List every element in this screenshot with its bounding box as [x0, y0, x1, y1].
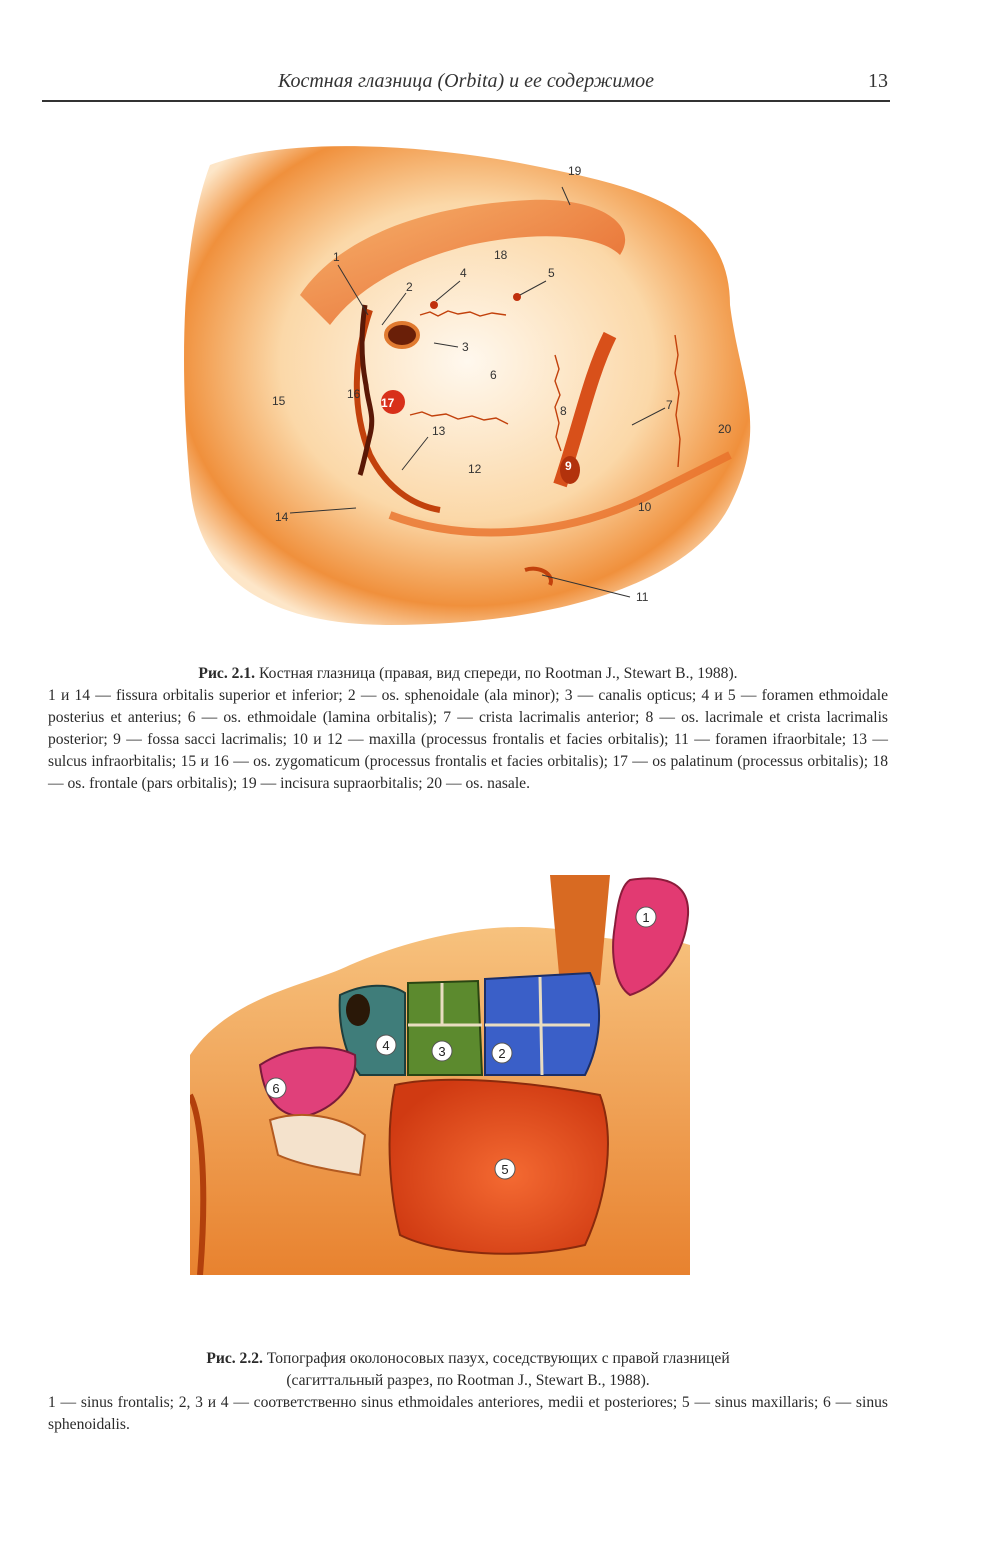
fig1-label-13: 13 [432, 424, 446, 438]
figure-orbit-illustration [170, 125, 790, 635]
fig2-marker-2 [492, 1043, 512, 1063]
fig1-label-7: 7 [666, 398, 673, 412]
figure2-caption-title-line2: (сагиттальный разрез, по Rootman J., Stewart B., 1988). [286, 1372, 650, 1389]
fig2-marker-4 [376, 1035, 396, 1055]
fig1-label-19: 19 [568, 164, 582, 178]
fig1-label-14: 14 [275, 510, 289, 524]
figure2-caption-body: 1 — sinus frontalis; 2, 3 и 4 — соответственно sinus ethmoidales anteriores, medii et posteriores; 5 — sinus maxillaris; 6 — sinus sphenoidalis. [48, 1394, 888, 1433]
fig2-label-2: 2 [498, 1046, 506, 1061]
fig1-label-4: 4 [460, 266, 467, 280]
orbit-drawing [170, 125, 790, 635]
figure-sinuses-illustration [190, 875, 710, 1275]
fig1-label-9: 9 [565, 459, 572, 473]
fig1-label-5: 5 [548, 266, 555, 280]
running-title: Костная глазница (Orbita) и ее содержимое [277, 70, 655, 92]
running-header [42, 62, 890, 102]
figure2-caption-prefix: Рис. 2.2. [206, 1350, 263, 1367]
fig1-label-15: 15 [272, 394, 286, 408]
fig1-label-12: 12 [468, 462, 482, 476]
figure2-caption-title-line1: Топография околоносовых пазух, соседствующих с правой глазницей [266, 1350, 730, 1367]
fig1-label-20: 20 [718, 422, 732, 436]
nasal-bone [550, 875, 610, 985]
sinuses-drawing [190, 875, 710, 1275]
fig2-label-1: 1 [642, 910, 650, 925]
fig1-label-10: 10 [638, 500, 652, 514]
fig2-marker-3 [432, 1041, 452, 1061]
fig1-label-1: 1 [333, 250, 340, 264]
fig1-label-17: 17 [381, 396, 395, 410]
figure1-caption-prefix: Рис. 2.1. [198, 665, 256, 682]
fig2-marker-5 [495, 1159, 515, 1179]
fig1-label-18: 18 [494, 248, 508, 262]
fig1-label-3: 3 [462, 340, 469, 354]
figure1-caption-body: 1 и 14 — fissura orbitalis superior et inferior; 2 — os. sphenoidale (ala minor); 3 — canalis opticus; 4 и 5 — foramen ethmoidale posterius et anterius; 6 — os. ethmoidale (lamina orbitalis); 7 — crista lacrimalis anterior; 8 — os. lacrimale et crista lacrimalis posterior; 9 — fossa sacci lacrimalis; 10 и 12 — maxilla (processus frontalis et facies orbitalis); 11 — foramen ifraorbitale; 13 — sulcus infraorbitalis; 15 и 16 — os. zygomaticum (processus frontalis et facies orbitalis); 17 — os palatinum (processus orbitalis); 18 — os. frontale (pars orbitalis); 19 — incisura supraorbitalis; 20 — os. nasale. [48, 687, 888, 792]
figure2-caption-title [48, 1348, 888, 1392]
figure1-caption-title-text: Костная глазница (правая, вид спереди, по Rootman J., Stewart B., 1988). [258, 665, 738, 682]
fig2-label-3: 3 [438, 1044, 446, 1059]
optic-canal [386, 323, 418, 347]
posterior-ethmoid-opening [346, 994, 370, 1026]
fig2-marker-6 [266, 1078, 286, 1098]
fig1-label-2: 2 [406, 280, 413, 294]
fig1-label-8: 8 [560, 404, 567, 418]
figure2-caption [48, 1348, 888, 1436]
fig2-label-6: 6 [272, 1081, 280, 1096]
fig2-label-5: 5 [501, 1162, 509, 1177]
foramen-ethmoidale-posterius [430, 301, 438, 309]
fig1-label-16: 16 [347, 387, 361, 401]
fig1-label-6: 6 [490, 368, 497, 382]
fig2-label-4: 4 [382, 1038, 390, 1053]
fig2-marker-1 [636, 907, 656, 927]
figure1-caption-title [48, 663, 888, 685]
page-number: 13 [868, 70, 888, 92]
fig1-label-11: 11 [636, 590, 649, 604]
figure1-caption [48, 663, 888, 795]
foramen-ethmoidale-anterius [513, 293, 521, 301]
